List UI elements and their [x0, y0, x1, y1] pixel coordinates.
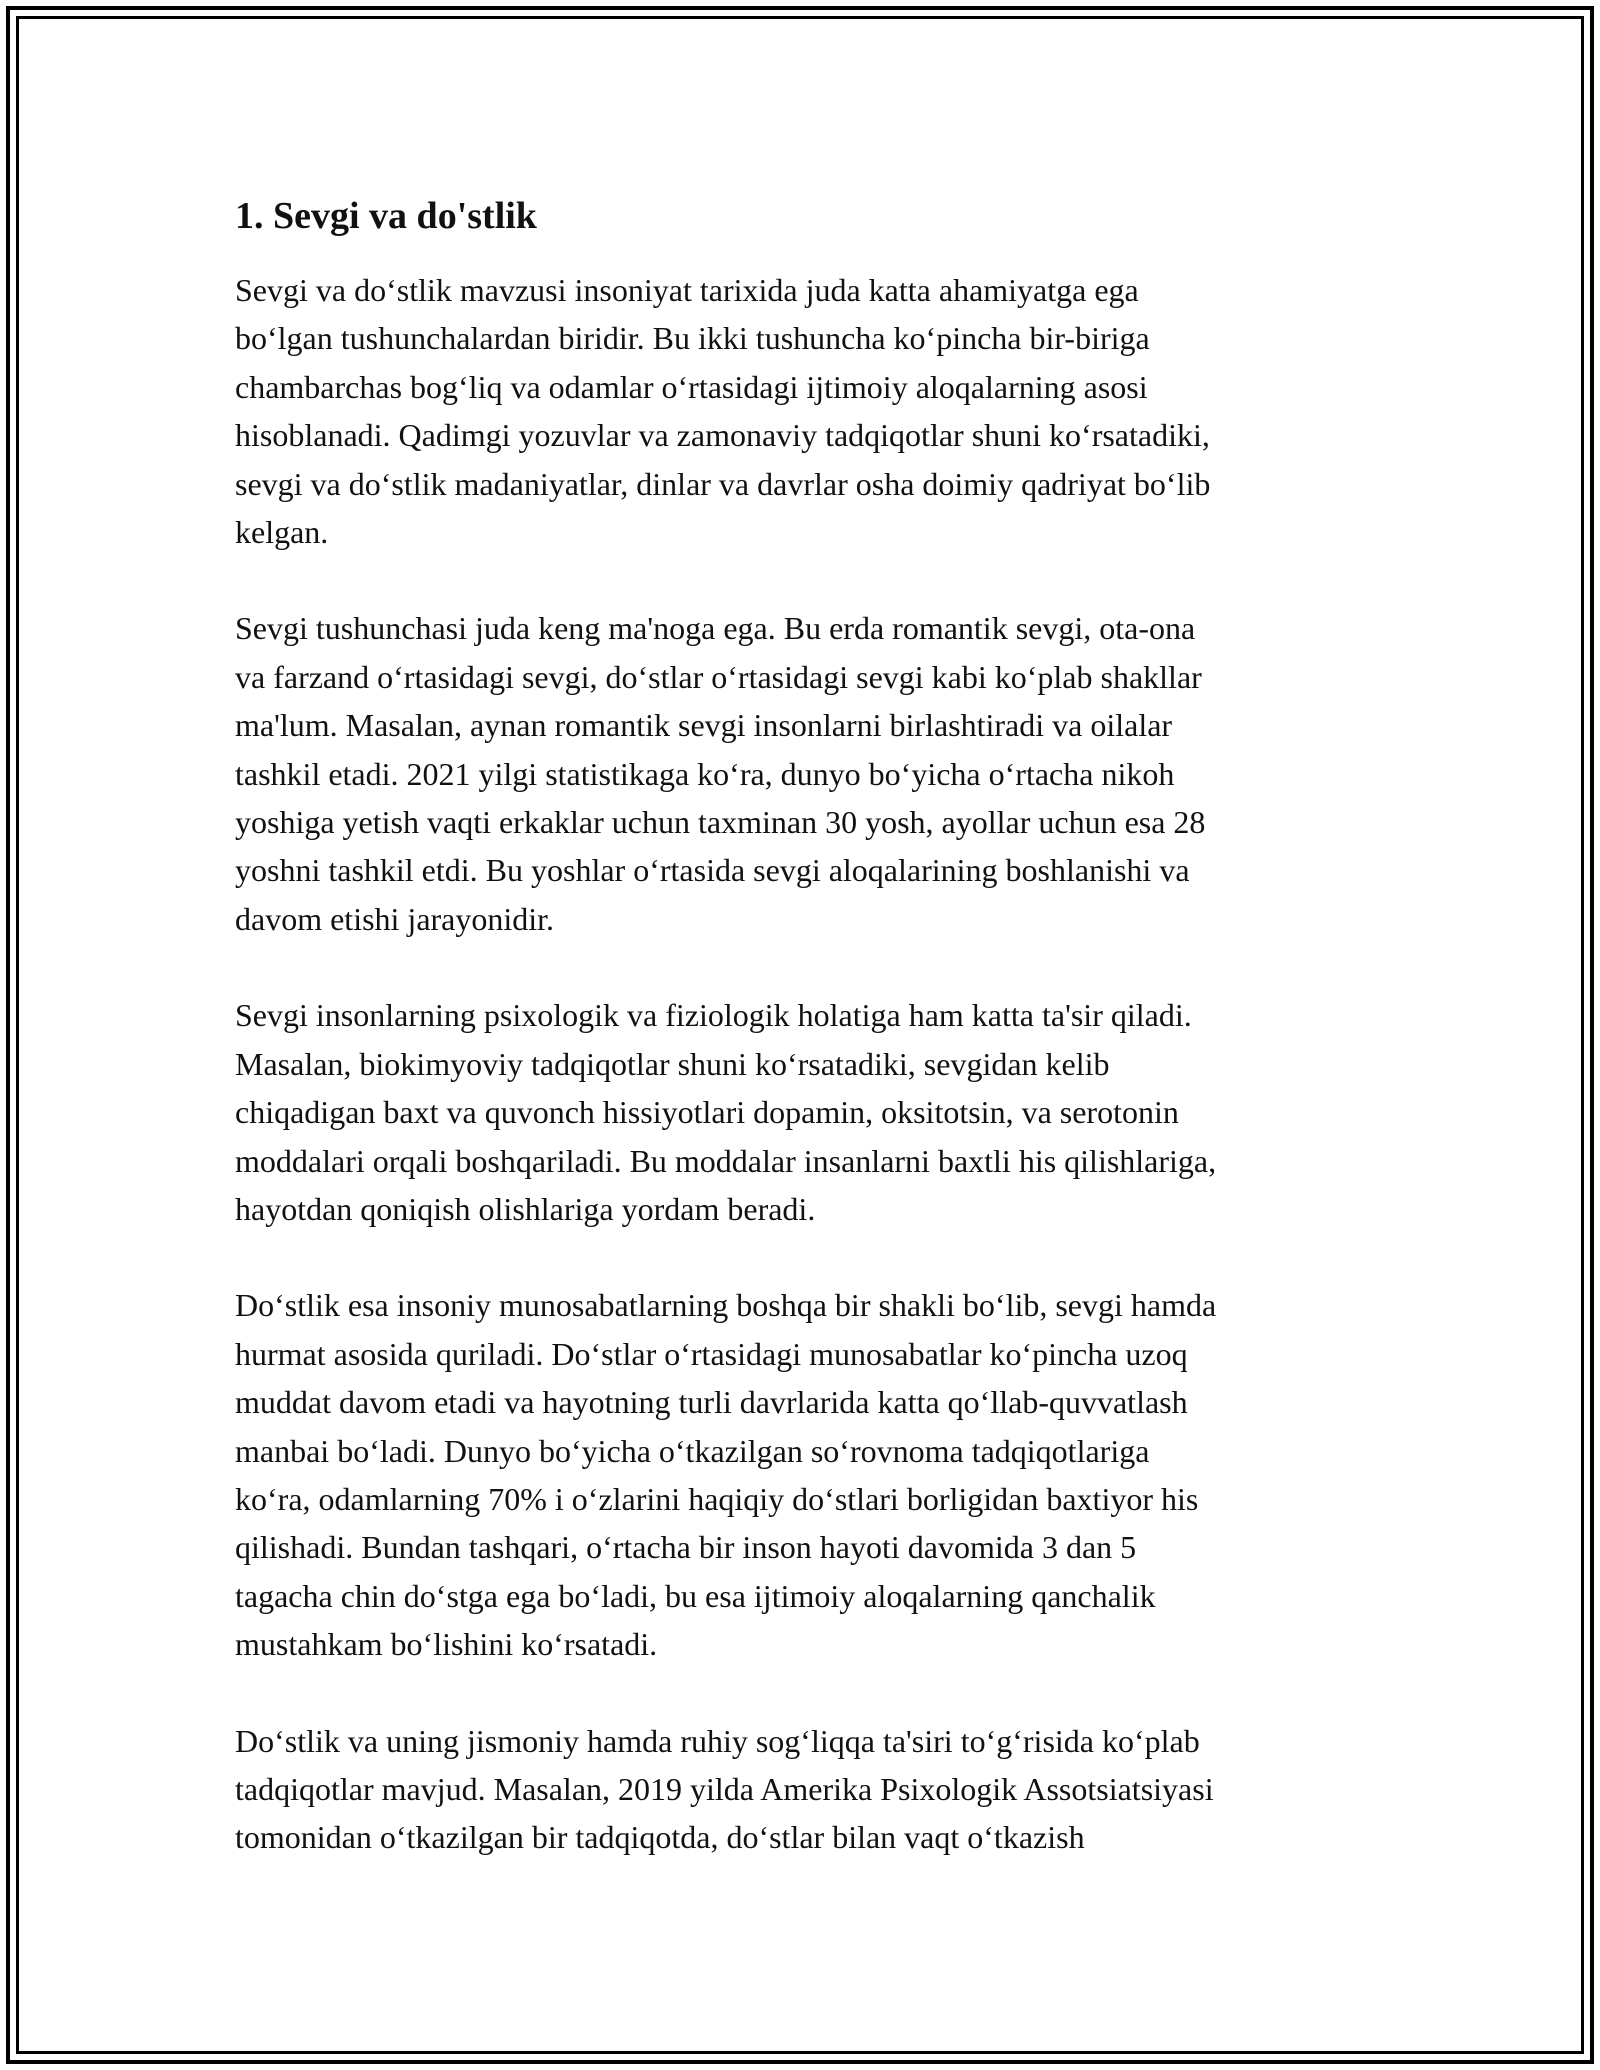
text-line: chiqadigan baxt va quvonch hissiyotlari dopamin, oksitotsin, va serotonin: [235, 1094, 1179, 1131]
text-line: tagacha chin do‘stga ega bo‘ladi, bu esa ijtimoiy aloqalarning qanchalik: [235, 1577, 1156, 1614]
text-line: Do‘stlik va uning jismoniy hamda ruhiy sog‘liqqa ta'siri to‘g‘risida ko‘plab: [235, 1722, 1200, 1759]
text-line: hayotdan qoniqish olishlariga yordam beradi.: [235, 1190, 816, 1227]
document-body: [235, 188, 1365, 1910]
text-line: bo‘lgan tushunchalardan biridir. Bu ikki tushuncha ko‘pincha bir-biriga: [235, 320, 1150, 357]
text-line: moddalari orqali boshqariladi. Bu moddalar insanlarni baxtli his qilishlariga,: [235, 1142, 1217, 1179]
paragraph-4: [235, 1281, 1365, 1668]
text-line: ko‘ra, odamlarning 70% i o‘zlarini haqiqiy do‘stlari borligidan baxtiyor his: [235, 1480, 1199, 1517]
paragraph-1: [235, 266, 1365, 556]
text-line: va farzand o‘rtasidagi sevgi, do‘stlar o‘rtasidagi sevgi kabi ko‘plab shakllar: [235, 658, 1202, 695]
text-line: Sevgi tushunchasi juda keng ma'noga ega. Bu erda romantik sevgi, ota-ona: [235, 610, 1196, 647]
text-line: sevgi va do‘stlik madaniyatlar, dinlar va davrlar osha doimiy qadriyat bo‘lib: [235, 465, 1211, 502]
paragraph-3: [235, 991, 1365, 1233]
text-line: tadqiqotlar mavjud. Masalan, 2019 yilda Amerika Psixologik Assotsiatsiyasi: [235, 1770, 1214, 1807]
section-heading: 1. Sevgi va do'stlik: [235, 195, 537, 237]
paragraph-2: [235, 604, 1365, 943]
text-line: Sevgi insonlarning psixologik va fiziologik holatiga ham katta ta'sir qiladi.: [235, 997, 1192, 1034]
paragraph-5: [235, 1717, 1365, 1862]
text-line: qilishadi. Bundan tashqari, o‘rtacha bir inson hayoti davomida 3 dan 5: [235, 1529, 1137, 1566]
text-line: yoshni tashkil etdi. Bu yoshlar o‘rtasida sevgi aloqalarining boshlanishi va: [235, 852, 1190, 889]
text-line: tomonidan o‘tkazilgan bir tadqiqotda, do‘stlar bilan vaqt o‘tkazish: [235, 1819, 1085, 1856]
text-line: Do‘stlik esa insoniy munosabatlarning boshqa bir shakli bo‘lib, sevgi hamda: [235, 1287, 1217, 1324]
text-line: ma'lum. Masalan, aynan romantik sevgi insonlarni birlashtiradi va oilalar: [235, 707, 1173, 744]
text-line: Masalan, biokimyoviy tadqiqotlar shuni ko‘rsatadiki, sevgidan kelib: [235, 1045, 1110, 1082]
text-line: hurmat asosida quriladi. Do‘stlar o‘rtasidagi munosabatlar ko‘pincha uzoq: [235, 1335, 1188, 1372]
text-line: Sevgi va do‘stlik mavzusi insoniyat tarixida juda katta ahamiyatga ega: [235, 272, 1139, 308]
text-line: hisoblanadi. Qadimgi yozuvlar va zamonaviy tadqiqotlar shuni ko‘rsatadiki,: [235, 417, 1210, 454]
text-line: kelgan.: [235, 514, 329, 551]
text-line: tashkil etadi. 2021 yilgi statistikaga ko‘ra, dunyo bo‘yicha o‘rtacha nikoh: [235, 755, 1175, 792]
text-line: mustahkam bo‘lishini ko‘rsatadi.: [235, 1626, 658, 1663]
text-line: manbai bo‘ladi. Dunyo bo‘yicha o‘tkazilgan so‘rovnoma tadqiqotlariga: [235, 1432, 1150, 1469]
text-line: muddat davom etadi va hayotning turli davrlarida katta qo‘llab-quvvatlash: [235, 1384, 1188, 1421]
text-line: chambarchas bog‘liq va odamlar o‘rtasidagi ijtimoiy aloqalarning asosi: [235, 368, 1148, 405]
text-line: yoshiga yetish vaqti erkaklar uchun taxminan 30 yosh, ayollar uchun esa 28: [235, 804, 1206, 841]
text-line: davom etishi jarayonidir.: [235, 900, 555, 937]
